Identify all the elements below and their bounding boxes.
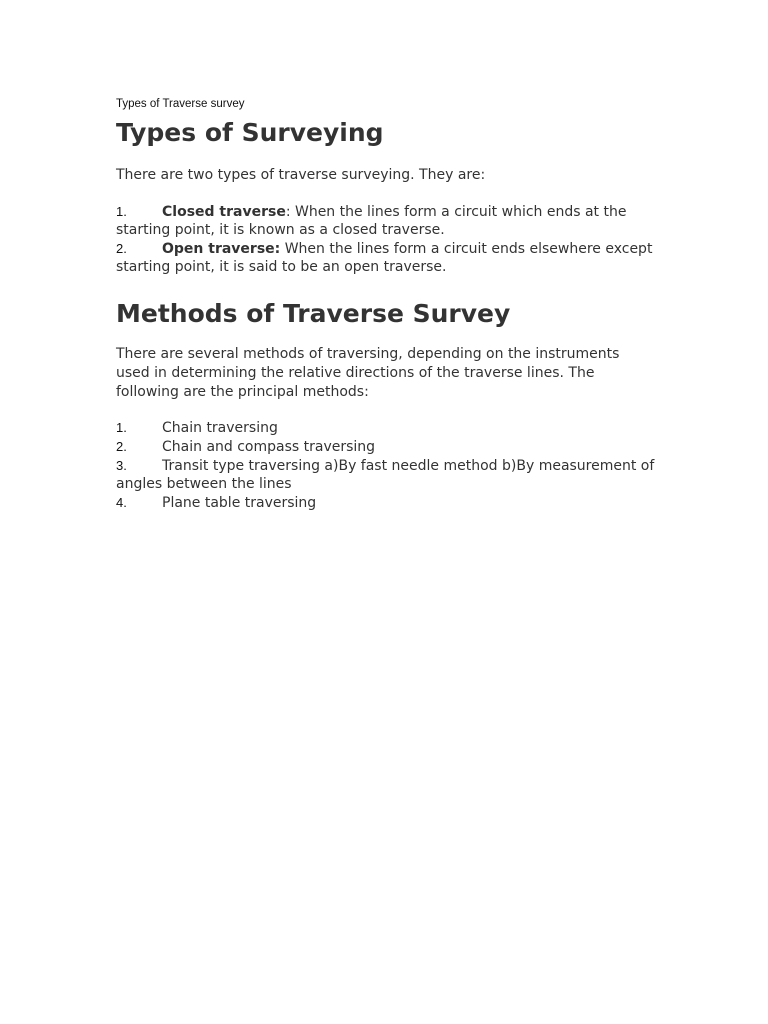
list-term: Closed traverse (162, 204, 286, 220)
list-item (116, 419, 656, 437)
list-number: 1. (116, 420, 127, 435)
list-item (116, 438, 656, 456)
section-intro-types: There are two types of traverse surveying. They are: (116, 167, 486, 183)
document-title: Types of Traverse survey (116, 98, 245, 110)
list-number: 3. (116, 458, 127, 473)
list-number: 2. (116, 241, 127, 256)
section-heading-methods: Methods of Traverse Survey (116, 299, 511, 328)
list-number: 2. (116, 439, 127, 454)
section-heading-types: Types of Surveying (116, 118, 384, 147)
document-page (116, 96, 656, 513)
list-text: When the lines form a circuit ends elsewhere except starting point, it is said to be an open traverse. (116, 241, 653, 275)
list-text: Plane table traversing (162, 495, 317, 511)
list-number: 1. (116, 204, 127, 219)
list-text: Chain and compass traversing (162, 439, 376, 455)
list-item (116, 203, 656, 239)
methods-list (116, 419, 656, 512)
list-term: Open traverse: (162, 241, 281, 257)
list-text: Chain traversing (162, 420, 278, 436)
types-list (116, 203, 656, 276)
section-intro-methods: There are several methods of traversing, depending on the instruments used in determining the relative directions of the traverse lines. The following are the principal methods: (116, 346, 620, 400)
list-item (116, 240, 656, 276)
list-item (116, 457, 656, 493)
list-text: : When the lines form a circuit which ends at the starting point, it is known as a closed traverse. (116, 204, 627, 238)
list-text: Transit type traversing a)By fast needle method b)By measurement of angles between the lines (116, 458, 655, 492)
list-item (116, 494, 656, 512)
list-number: 4. (116, 495, 127, 510)
